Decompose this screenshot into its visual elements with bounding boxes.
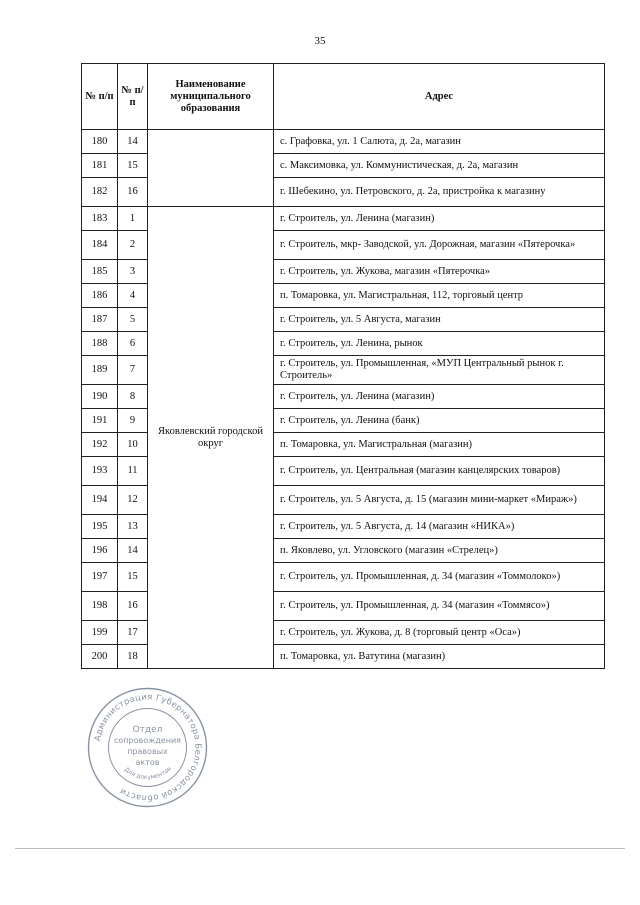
row-address: г. Строитель, ул. Промышленная, д. 34 (магазин «Томмолоко») [274, 563, 605, 592]
row-local-number: 15 [118, 563, 148, 592]
row-local-number: 16 [118, 592, 148, 621]
row-number: 185 [82, 260, 118, 284]
row-local-number: 14 [118, 539, 148, 563]
addresses-table [81, 63, 605, 669]
row-local-number: 4 [118, 284, 148, 308]
header-number: № п/п [82, 64, 118, 130]
row-address: г. Шебекино, ул. Петровского, д. 2а, пристройка к магазину [274, 178, 605, 207]
stamp-line-3: правовых [127, 747, 168, 756]
row-address: г. Строитель, ул. Ленина (банк) [274, 409, 605, 433]
row-number: 192 [82, 433, 118, 457]
row-address: п. Томаровка, ул. Ватутина (магазин) [274, 645, 605, 669]
row-number: 187 [82, 308, 118, 332]
official-stamp [85, 685, 210, 810]
row-local-number: 11 [118, 457, 148, 486]
row-address: п. Томаровка, ул. Магистральная, 112, торговый центр [274, 284, 605, 308]
row-local-number: 9 [118, 409, 148, 433]
row-local-number: 10 [118, 433, 148, 457]
stamp-bottom-text: Для документов [122, 765, 173, 782]
stamp-line-2: сопровождения [113, 736, 182, 745]
header-municipality: Наименование муниципального образования [148, 64, 274, 130]
row-address: г. Строитель, мкр- Заводской, ул. Дорожная, магазин «Пятерочка» [274, 231, 605, 260]
row-local-number: 14 [118, 130, 148, 154]
row-local-number: 12 [118, 486, 148, 515]
row-address: г. Строитель, ул. Ленина (магазин) [274, 385, 605, 409]
municipality-cell [148, 130, 274, 207]
table-row [82, 207, 605, 231]
stamp-ring-text: Администрация Губернатора Белгородской области [91, 691, 204, 804]
row-local-number: 2 [118, 231, 148, 260]
row-number: 182 [82, 178, 118, 207]
row-address: г. Строитель, ул. Жукова, д. 8 (торговый центр «Оса») [274, 621, 605, 645]
row-number: 190 [82, 385, 118, 409]
footer-divider [15, 848, 625, 849]
row-address: г. Строитель, ул. 5 Августа, д. 15 (магазин мини-маркет «Мираж») [274, 486, 605, 515]
row-address: г. Строитель, ул. Жукова, магазин «Пятерочка» [274, 260, 605, 284]
header-address: Адрес [274, 64, 605, 130]
row-number: 195 [82, 515, 118, 539]
row-address: с. Максимовка, ул. Коммунистическая, д. 2а, магазин [274, 154, 605, 178]
stamp-line-1: Отдел [132, 725, 163, 735]
row-number: 181 [82, 154, 118, 178]
table-row [82, 130, 605, 154]
row-address: г. Строитель, ул. Промышленная, «МУП Центральный рынок г. Строитель» [274, 356, 605, 385]
row-address: г. Строитель, ул. 5 Августа, магазин [274, 308, 605, 332]
row-address: г. Строитель, ул. Центральная (магазин канцелярских товаров) [274, 457, 605, 486]
row-number: 193 [82, 457, 118, 486]
row-number: 197 [82, 563, 118, 592]
header-local-number: № п/п [118, 64, 148, 130]
row-local-number: 6 [118, 332, 148, 356]
row-local-number: 15 [118, 154, 148, 178]
row-number: 196 [82, 539, 118, 563]
row-local-number: 3 [118, 260, 148, 284]
table-header-row [82, 64, 605, 130]
row-local-number: 17 [118, 621, 148, 645]
row-address: п. Томаровка, ул. Магистральная (магазин) [274, 433, 605, 457]
row-number: 183 [82, 207, 118, 231]
stamp-seal-icon [85, 685, 210, 810]
row-number: 194 [82, 486, 118, 515]
row-local-number: 18 [118, 645, 148, 669]
row-number: 189 [82, 356, 118, 385]
stamp-line-4: актов [135, 758, 160, 767]
row-number: 200 [82, 645, 118, 669]
row-number: 198 [82, 592, 118, 621]
row-number: 184 [82, 231, 118, 260]
row-address: п. Яковлево, ул. Угловского (магазин «Стрелец») [274, 539, 605, 563]
row-address: г. Строитель, ул. Ленина, рынок [274, 332, 605, 356]
row-number: 199 [82, 621, 118, 645]
row-address: г. Строитель, ул. 5 Августа, д. 14 (магазин «НИКА») [274, 515, 605, 539]
row-local-number: 7 [118, 356, 148, 385]
row-address: с. Графовка, ул. 1 Салюта, д. 2а, магазин [274, 130, 605, 154]
municipality-cell: Яковлевский городской округ [148, 207, 274, 669]
row-number: 186 [82, 284, 118, 308]
row-address: г. Строитель, ул. Промышленная, д. 34 (магазин «Томмясо») [274, 592, 605, 621]
row-local-number: 1 [118, 207, 148, 231]
row-local-number: 16 [118, 178, 148, 207]
row-address: г. Строитель, ул. Ленина (магазин) [274, 207, 605, 231]
row-local-number: 8 [118, 385, 148, 409]
row-local-number: 5 [118, 308, 148, 332]
row-local-number: 13 [118, 515, 148, 539]
row-number: 191 [82, 409, 118, 433]
row-number: 180 [82, 130, 118, 154]
page-number: 35 [314, 35, 326, 47]
row-number: 188 [82, 332, 118, 356]
